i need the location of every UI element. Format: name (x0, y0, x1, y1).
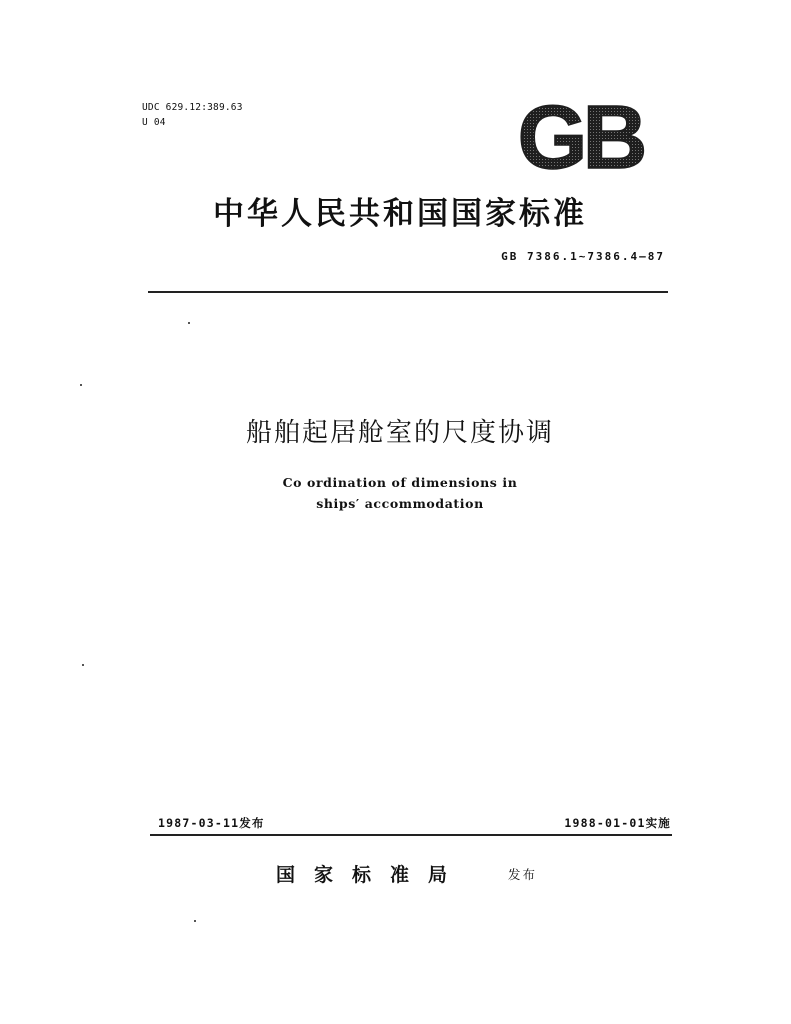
scan-speck (82, 664, 84, 666)
standard-number: GB 7386.1~7386.4—87 (501, 250, 665, 263)
gb-logo (514, 98, 646, 176)
issuing-organization-title: 中华人民共和国国家标准 (213, 196, 587, 232)
scan-speck (194, 920, 196, 922)
gb-logo-text: GB (517, 98, 643, 176)
document-title-chinese: 船舶起居舱室的尺度协调 (245, 418, 554, 448)
scan-speck (80, 384, 82, 386)
issue-date: 1987-03-11发布 (158, 816, 265, 830)
english-title-line-2: ships′ accommodation (316, 496, 484, 511)
english-title-line-1: Co ordination of dimensions in (282, 475, 518, 490)
udc-classification (142, 100, 243, 130)
udc-number: UDC 629.12:389.63 (142, 102, 243, 113)
classification-code: U 04 (142, 117, 166, 128)
publisher-name: 国家标准局 (276, 864, 467, 886)
bottom-divider (150, 834, 672, 836)
publisher-verb: 发布 (508, 867, 538, 882)
top-divider (148, 291, 668, 293)
effective-date: 1988-01-01实施 (564, 816, 671, 830)
scan-speck (188, 322, 190, 324)
document-title-english (150, 472, 650, 514)
